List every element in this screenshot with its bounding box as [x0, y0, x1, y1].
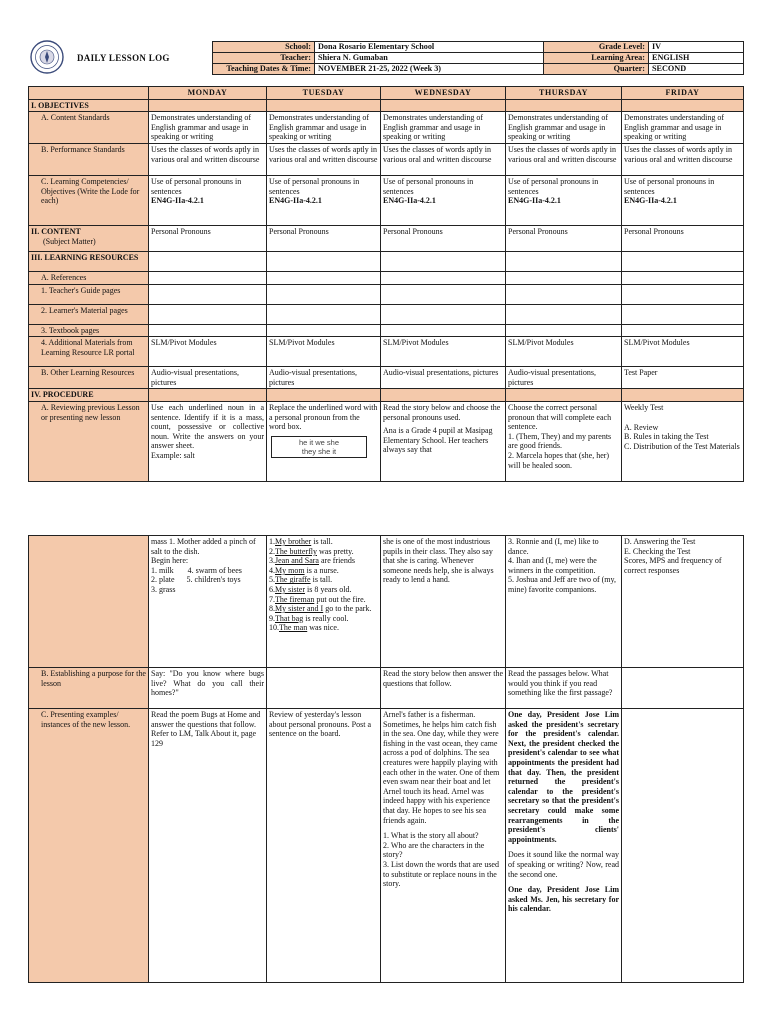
- topic-fri: Personal Pronouns: [622, 225, 744, 251]
- day-thursday: THURSDAY: [506, 87, 622, 100]
- teacher-label: Teacher:: [213, 53, 315, 64]
- topic-wed: Personal Pronouns: [381, 225, 506, 251]
- lesson-log-table-page-2: [28, 535, 744, 983]
- sentence-item: 8.My sister and I go to the park.: [269, 604, 372, 614]
- objectives-heading: I. OBJECTIVES: [29, 99, 149, 112]
- competencies-label: C. Learning Competencies/ Objectives (Write the Lode for each): [29, 175, 149, 225]
- quarter-value: SECOND: [649, 64, 744, 75]
- review-tue-sentences: [267, 536, 381, 668]
- word-box-line-2: they she it: [301, 446, 337, 456]
- code-wed: EN4G-IIa-4.2.1: [383, 196, 436, 206]
- examples-mon: Read the poem Bugs at Home and answer the questions that follow. Refer to LM, Talk About it, page 129: [149, 709, 267, 983]
- teachers-guide-label: 1. Teacher's Guide pages: [29, 284, 149, 304]
- review-mon-items-3: 3. grass: [151, 584, 176, 594]
- content-standard-mon: Demonstrates understanding of English grammar and usage in speaking or writing: [149, 112, 267, 144]
- review-thu-item-2: 2. Marcela hopes that (she, her) will be healed soon.: [508, 450, 610, 470]
- weekly-test-title: Weekly Test: [624, 402, 664, 412]
- performance-standard-mon: Uses the classes of words aptly in various oral and written discourse: [149, 143, 267, 175]
- teacher-value: Shiera N. Gumaban: [315, 53, 544, 64]
- review-thu-item-1: 1. (Them, They) and my parents are good friends.: [508, 431, 612, 451]
- weekly-test-step-b: B. Rules in taking the Test: [624, 432, 709, 442]
- modules-wed: SLM/Pivot Modules: [381, 337, 506, 367]
- review-wed-story-cont: she is one of the most industrious pupils in their class. They also say that she is caring. Whenever someone needs help, she is always ready to lend a hand.: [381, 536, 506, 668]
- competency-mon: Use of personal pronouns in sentences: [151, 176, 242, 196]
- weekly-test-step-c: C. Distribution of the Test Materials: [624, 441, 740, 451]
- modules-tue: SLM/Pivot Modules: [267, 337, 381, 367]
- modules-fri: SLM/Pivot Modules: [622, 337, 744, 367]
- competency-fri: Use of personal pronouns in sentences: [624, 176, 715, 196]
- other-resources-wed: Audio-visual presentations, pictures: [381, 367, 506, 389]
- review-mon-items-2: 2. plate 5. children's toys: [151, 575, 241, 585]
- code-tue: EN4G-IIa-4.2.1: [269, 196, 322, 206]
- purpose-thu: Read the passages below. What would you think if you read something like the first passage?: [506, 668, 622, 709]
- dates-label: Teaching Dates & Time:: [213, 64, 315, 75]
- content-standards-label: A. Content Standards: [29, 112, 149, 144]
- modules-thu: SLM/Pivot Modules: [506, 337, 622, 367]
- examples-wed-question-3: 3. List down the words that are used to substitute or replace nouns in the story.: [383, 859, 499, 889]
- subject-matter-label: (Subject Matter): [43, 236, 96, 246]
- school-label: School:: [213, 42, 315, 53]
- word-box: [271, 436, 367, 458]
- day-tuesday: TUESDAY: [267, 87, 381, 100]
- examples-thu-passage-2: One day, President Jose Lim asked Ms. Jen, his secretary for his calendar.: [508, 885, 619, 914]
- references-label: A. References: [29, 271, 149, 284]
- examples-wed-question-1: 1. What is the story all about?: [383, 831, 479, 841]
- performance-standard-tue: Uses the classes of words aptly in various oral and written discourse: [267, 143, 381, 175]
- topic-mon: Personal Pronouns: [149, 225, 267, 251]
- review-tue-text: Replace the underlined word with a personal pronoun from the word box.: [269, 402, 378, 432]
- establishing-purpose-label: B. Establishing a purpose for the lesson: [29, 668, 149, 709]
- document-title: DAILY LESSON LOG: [77, 53, 170, 63]
- learning-resources-heading: III. LEARNING RESOURCES: [29, 251, 149, 271]
- other-resources-label: B. Other Learning Resources: [29, 367, 149, 389]
- examples-tue: Review of yesterday's lesson about personal pronouns. Post a sentence on the board.: [267, 709, 381, 983]
- content-standard-tue: Demonstrates understanding of English grammar and usage in speaking or writing: [267, 112, 381, 144]
- weekly-test-step-f: Scores, MPS and frequency of correct responses: [624, 556, 722, 575]
- day-monday: MONDAY: [149, 87, 267, 100]
- content-standard-fri: Demonstrates understanding of English grammar and usage in speaking or writing: [622, 112, 744, 144]
- weekly-test-step-d: D. Answering the Test: [624, 537, 696, 546]
- sentence-item: 5.The giraffe is tall.: [269, 575, 333, 585]
- examples-wed-story: Arnel's father is a fisherman. Sometimes, he helps him catch fish in the sea. One day, while they were fishing in the vast ocean, they came across a pod of dolphins. The sea creatures were happily playing with each other in the water. One of them even swam near their boat and let Arnel touch its head. Arnel was indeed happy with his experience that day. He hopes to see his sea friends again.: [383, 710, 500, 825]
- purpose-mon: Say: "Do you know where bugs live? What do you call their homes?": [149, 668, 267, 709]
- reviewing-lesson-label: A. Reviewing previous Lesson or presenting new lesson: [29, 401, 149, 481]
- review-mon-text: Use each underlined noun in a sentence. Identify if it is a mass, count, possessive or collective noun. Write the answers on your answer sheet.: [151, 402, 264, 451]
- header-info-table: [212, 41, 744, 75]
- code-thu: EN4G-IIa-4.2.1: [508, 196, 561, 206]
- additional-materials-label: 4. Additional Materials from Learning Resource LR portal: [29, 337, 149, 367]
- blank-corner: [29, 87, 149, 100]
- purpose-wed: Read the story below then answer the questions that follow.: [381, 668, 506, 709]
- competency-thu: Use of personal pronouns in sentences: [508, 176, 599, 196]
- grade-level-label: Grade Level:: [544, 42, 649, 53]
- review-thu-item-3: 3. Ronnie and (I, me) like to dance.: [508, 537, 599, 556]
- other-resources-tue: Audio-visual presentations, pictures: [267, 367, 381, 389]
- weekly-test-step-a: A. Review: [624, 422, 659, 432]
- day-wednesday: WEDNESDAY: [381, 87, 506, 100]
- lesson-log-table-page-1: [28, 86, 744, 482]
- modules-mon: SLM/Pivot Modules: [149, 337, 267, 367]
- topic-tue: Personal Pronouns: [267, 225, 381, 251]
- review-mon-sentence: mass 1. Mother added a pinch of salt to the dish.: [151, 537, 256, 556]
- learners-material-label: 2. Learner's Material pages: [29, 304, 149, 324]
- sentence-item: 2.The butterfly was pretty.: [269, 546, 354, 556]
- review-mon-example: Example: salt: [151, 450, 195, 460]
- review-thu-text: Choose the correct personal pronoun that will complete each sentence.: [508, 402, 612, 432]
- quarter-label: Quarter:: [544, 64, 649, 75]
- sentence-item: 7.The fireman put out the fire.: [269, 594, 366, 604]
- learning-area-label: Learning Area:: [544, 53, 649, 64]
- content-standard-thu: Demonstrates understanding of English grammar and usage in speaking or writing: [506, 112, 622, 144]
- examples-thu-prompt: Does it sound like the normal way of speaking or writing? Now, read the second one.: [508, 850, 619, 879]
- learning-area-value: ENGLISH: [649, 53, 744, 64]
- content-standard-wed: Demonstrates understanding of English grammar and usage in speaking or writing: [381, 112, 506, 144]
- sentence-item: 1.My brother is tall.: [269, 537, 333, 546]
- sentence-item: 9.That bag is really cool.: [269, 613, 349, 623]
- sentence-item: 6.My sister is 8 years old.: [269, 584, 352, 594]
- other-resources-thu: Audio-visual presentations, pictures: [506, 367, 622, 389]
- performance-standard-fri: Uses the classes of words aptly in various oral and written discourse: [622, 143, 744, 175]
- school-value: Dona Rosario Elementary School: [315, 42, 544, 53]
- competency-tue: Use of personal pronouns in sentences: [269, 176, 360, 196]
- review-wed-text: Read the story below and choose the personal pronouns used.: [383, 402, 501, 422]
- textbook-pages-label: 3. Textbook pages: [29, 324, 149, 337]
- review-mon-begin: Begin here:: [151, 556, 189, 566]
- performance-standards-label: B. Performance Standards: [29, 143, 149, 175]
- review-wed-story: Ana is a Grade 4 pupil at Masipag Elementary School. Her teachers always say that: [383, 426, 493, 455]
- performance-standard-wed: Uses the classes of words aptly in various oral and written discourse: [381, 143, 506, 175]
- review-mon-items-1: 1. milk 4. swarm of bees: [151, 565, 242, 575]
- performance-standard-thu: Uses the classes of words aptly in various oral and written discourse: [506, 143, 622, 175]
- deped-seal-logo: [30, 40, 64, 74]
- topic-thu: Personal Pronouns: [506, 225, 622, 251]
- day-friday: FRIDAY: [622, 87, 744, 100]
- examples-thu-passage-1: One day, President Jose Lim asked the president's secretary for the president's calendar. Next, the president checked the president's calendar to see what appointments the president had that day. Then, the president returned the president's calendar to the president's secretary so that the president's secretary could make some rearrangements in the president's clients' appointments.: [508, 710, 619, 844]
- sentence-item: 3.Jean and Sara are friends: [269, 556, 355, 566]
- review-thu-item-4: 4. Ihan and (I, me) were the winners in the competition.: [508, 556, 597, 575]
- dates-value: NOVEMBER 21-25, 2022 (Week 3): [315, 64, 544, 75]
- sentence-item: 4.My mom is a nurse.: [269, 565, 339, 575]
- weekly-test-step-e: E. Checking the Test: [624, 546, 691, 556]
- examples-wed-question-2: 2. Who are the characters in the story?: [383, 840, 485, 860]
- sentence-item: 10.The man was nice.: [269, 623, 339, 633]
- word-box-line-1: he it we she: [298, 437, 340, 447]
- review-thu-item-5: 5. Joshua and Jeff are two of (my, mine) favorite companions.: [508, 575, 616, 594]
- grade-level-value: IV: [649, 42, 744, 53]
- code-mon: EN4G-IIa-4.2.1: [151, 196, 204, 206]
- procedure-heading: IV. PROCEDURE: [29, 389, 149, 402]
- other-resources-mon: Audio-visual presentations, pictures: [149, 367, 267, 389]
- content-heading: II. CONTENT: [31, 226, 81, 236]
- presenting-examples-label: C. Presenting examples/ instances of the new lesson.: [29, 709, 149, 983]
- test-paper-fri: Test Paper: [622, 367, 744, 389]
- code-fri: EN4G-IIa-4.2.1: [624, 196, 677, 206]
- competency-wed: Use of personal pronouns in sentences: [383, 176, 474, 196]
